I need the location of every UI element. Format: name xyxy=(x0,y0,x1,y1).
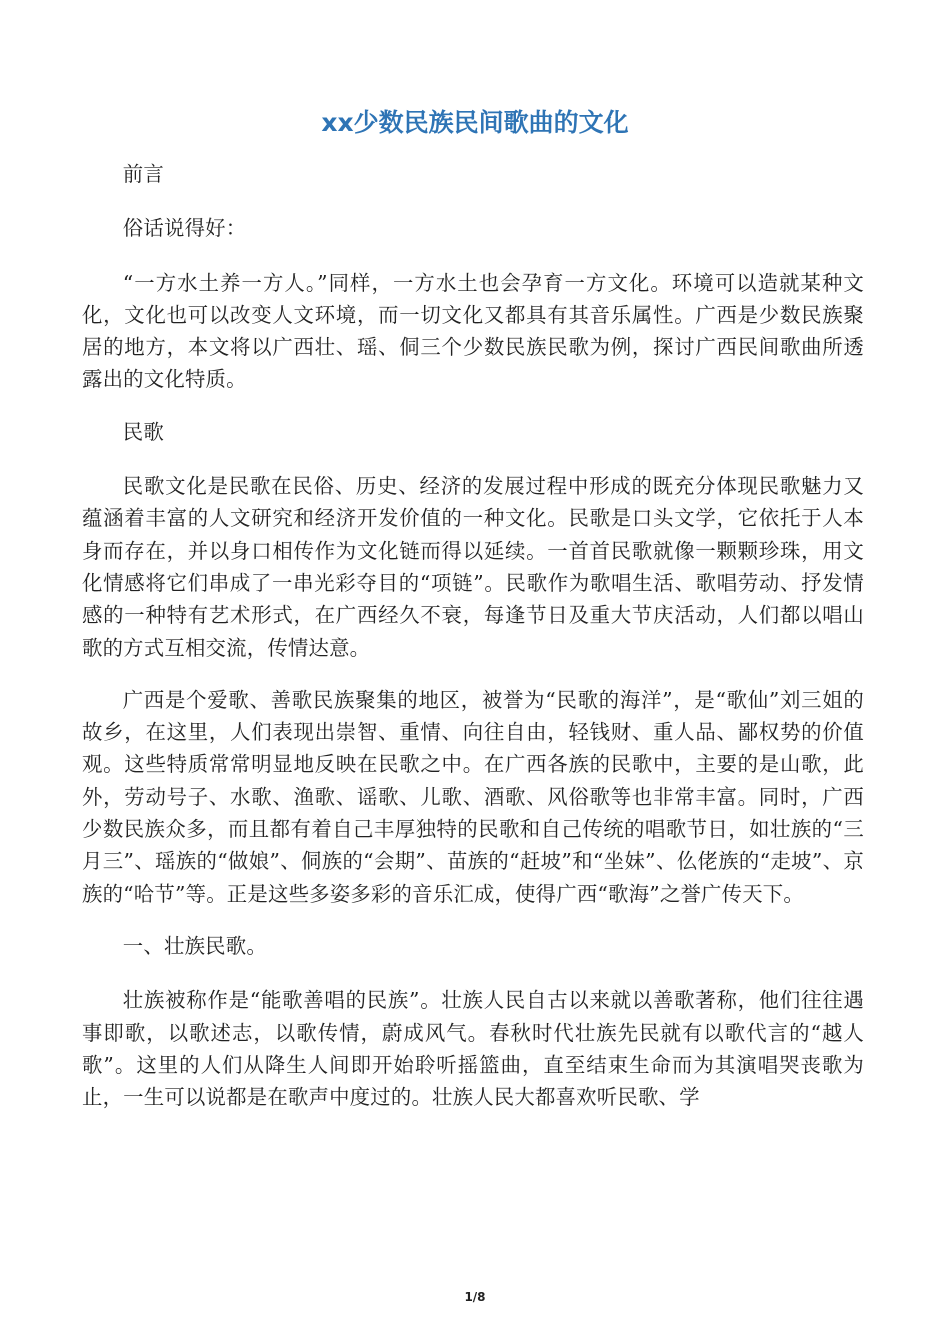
heading-folk-song: 民歌 xyxy=(122,419,164,444)
paragraph-guangxi: 广西是个爱歌、善歌民族聚集的地区，被誉为“民歌的海洋”，是“歌仙”刘三姐的故乡，在这里，人们表现出崇智、重情、向往自由，轻钱财、重人品、鄙权势的价值观。这些特质常常明显地反映在民歌之中。在广西各族的民歌中，主要的是山歌，此外，劳动号子、水歌、渔歌、谣歌、儿歌、酒歌、风俗歌等也非常丰富。同时，广西少数民族众多，而且都有着自己丰厚独特的民歌和自己传统的唱歌节日，如壮族的“三月三”、瑶族的“做娘”、侗族的“会期”、苗族的“赶坡”和“坐妹”、仫佬族的“走坡”、京族的“哈节”等。正是这些多姿多彩的音乐汇成，使得广西“歌海”之誉广传天下。 xyxy=(82,687,864,906)
heading-preface: 前言 xyxy=(122,162,164,186)
document-body xyxy=(82,158,864,1133)
page-number: 1/8 xyxy=(464,1290,486,1304)
paragraph-intro: “一方水土养一方人。”同样，一方水土也会孕育一方文化。环境可以造就某种文化，文化也可以改变人文环境，而一切文化又都具有其音乐属性。广西是少数民族聚居的地方，本文将以广西壮、瑶、侗三个少数民族民歌为例，探讨广西民间歌曲所透露出的文化特质。 xyxy=(82,270,864,392)
paragraph-folk-song-culture: 民歌文化是民歌在民俗、历史、经济的发展过程中形成的既充分体现民歌魅力又蕴涵着丰富的人文研究和经济开发价值的一种文化。民歌是口头文学，它依托于人本身而存在，并以身口相传作为文化链而得以延续。一首首民歌就像一颗颗珍珠，用文化情感将它们串成了一串光彩夺目的“项链”。民歌作为歌唱生活、歌唱劳动、抒发情感的一种特有艺术形式，在广西经久不衰，每逢节日及重大节庆活动，人们都以唱山歌的方式互相交流，传情达意。 xyxy=(82,474,864,660)
document-title: xx少数民族民间歌曲的文化 xyxy=(321,108,629,137)
paragraph-saying-intro: 俗话说得好： xyxy=(122,216,247,241)
paragraph-zhuang: 壮族被称作是“能歌善唱的民族”。壮族人民自古以来就以善歌著称，他们往往遇事即歌，以歌述志，以歌传情，蔚成风气。春秋时代壮族先民就有以歌代言的“越人歌”。这里的人们从降生人间即开始聆听摇篮曲，直至结束生命而为其演唱哭丧歌为止，一生可以说都是在歌声中度过的。壮族人民大都喜欢听民歌、学 xyxy=(82,988,864,1110)
heading-zhuang-folk-song: 一、壮族民歌。 xyxy=(122,933,267,958)
